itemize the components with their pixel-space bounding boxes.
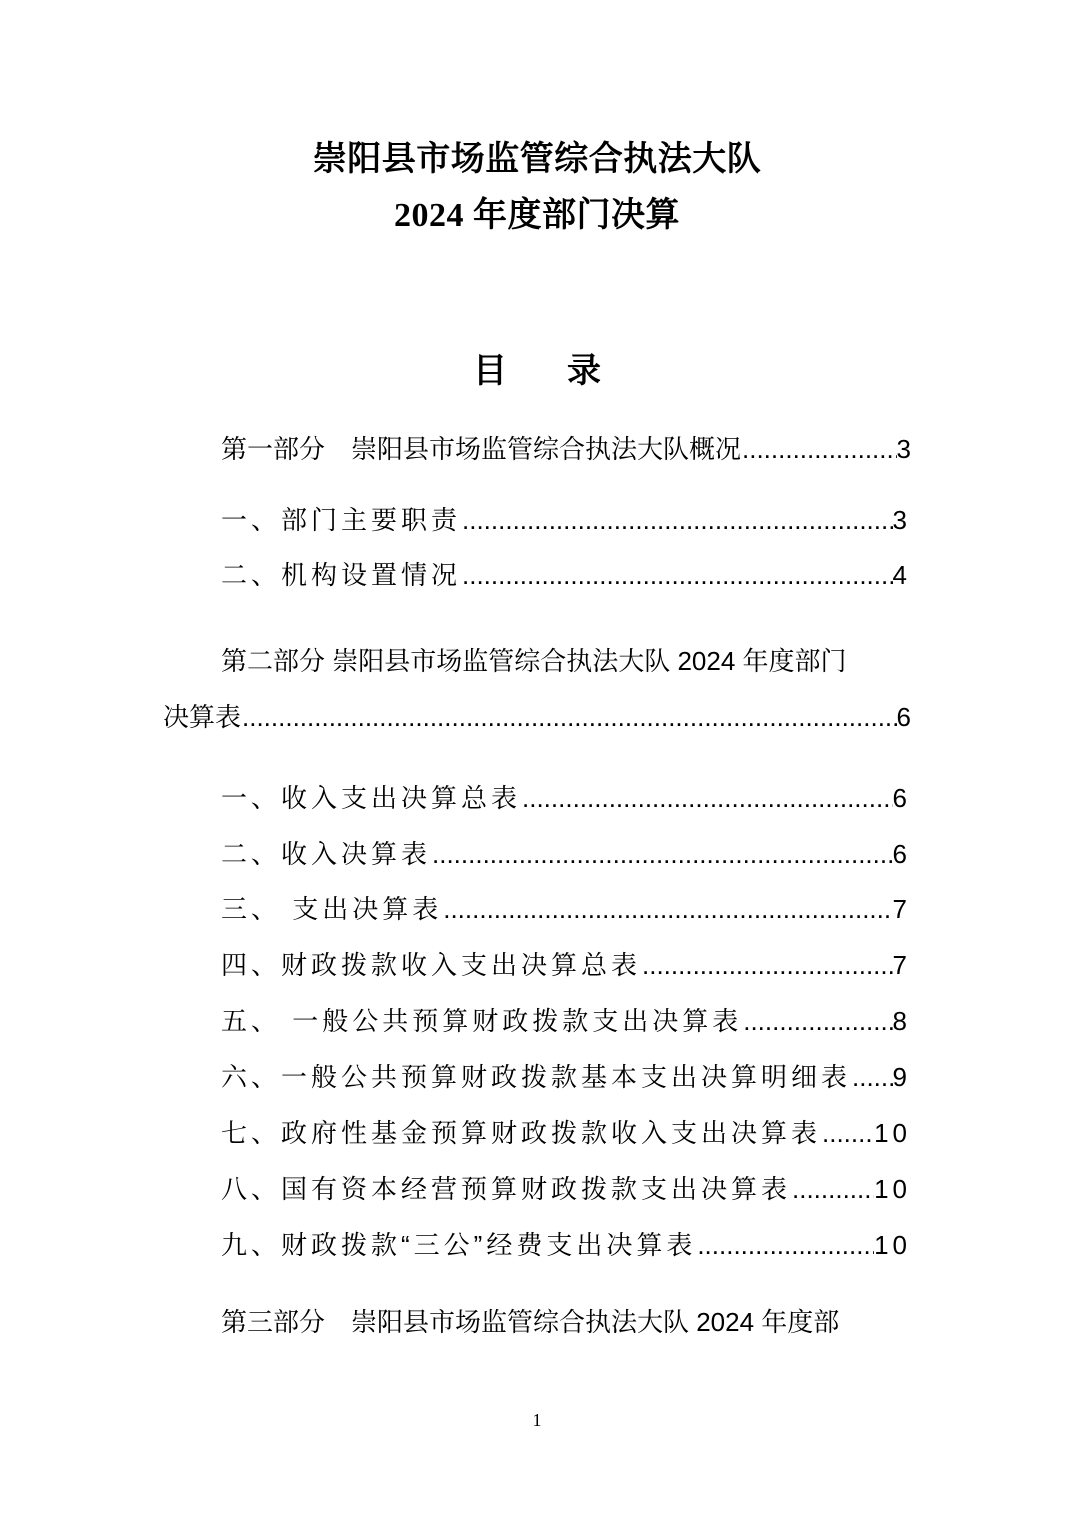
toc-leader-dots [696,1227,874,1263]
toc-item-page: 10 [874,1174,911,1204]
toc-item-label: 一、部门主要职责 [221,505,462,535]
toc-item[interactable] [221,891,911,927]
toc-leader-dots [241,699,897,735]
toc-item-label: 七、政府性基金预算财政拨款收入支出决算表 [221,1118,822,1148]
toc-leader-dots [442,891,892,927]
toc-item-page: 6 [892,783,911,813]
toc-part2[interactable] [163,699,911,735]
toc-part2-line1[interactable]: 第二部分 崇阳县市场监管综合执法大队 2024 年度部门 [221,646,847,676]
toc-item-page: 7 [892,950,911,980]
toc-item-page: 8 [892,1006,911,1036]
toc-leader-dots [821,1115,874,1151]
toc-leader-dots [742,1003,892,1039]
toc-item-page: 7 [892,894,911,924]
toc-leader-dots [521,780,893,816]
toc-item[interactable] [221,1003,911,1039]
toc-item[interactable] [221,1059,911,1095]
toc-item-page: 3 [892,505,911,535]
toc-item-label: 五、 一般公共预算财政拨款支出决算表 [221,1006,743,1036]
toc-item-label: 三、 支出决算表 [221,894,443,924]
toc-item-label: 四、财政拨款收入支出决算总表 [221,950,642,980]
toc-item[interactable] [221,1115,911,1151]
toc-item-label: 一、收入支出决算总表 [221,783,522,813]
toc-leader-dots [431,836,893,872]
toc-leader-dots [851,1059,893,1095]
document-title-line1: 崇阳县市场监管综合执法大队 [312,141,762,178]
toc-part2-page: 6 [896,702,911,732]
toc-part1[interactable] [221,431,911,467]
toc-item[interactable] [221,1171,911,1207]
toc-item-label: 二、收入决算表 [221,839,432,869]
toc-item[interactable] [221,1227,911,1263]
toc-item-label: 八、国有资本经营预算财政拨款支出决算表 [221,1174,792,1204]
toc-item-page: 10 [874,1230,911,1260]
toc-item[interactable] [221,557,911,593]
toc-leader-dots [741,431,897,467]
toc-leader-dots [791,1171,874,1207]
toc-item-label: 六、一般公共预算财政拨款基本支出决算明细表 [221,1062,852,1092]
toc-part1-page: 3 [896,434,911,464]
document-title-line2: 2024 年度部门决算 [394,197,680,234]
page-number: 1 [532,1410,542,1430]
toc-part1-label: 第一部分 崇阳县市场监管综合执法大队概况 [221,434,742,464]
toc-item-label: 二、机构设置情况 [221,560,462,590]
toc-heading: 目录 [473,353,661,390]
toc-item-label: 九、财政拨款“三公”经费支出决算表 [221,1230,697,1260]
toc-item[interactable] [221,502,911,538]
toc-leader-dots [461,557,893,593]
toc-item-page: 6 [892,839,911,869]
toc-leader-dots [641,947,893,983]
toc-item-page: 4 [892,560,911,590]
toc-leader-dots [461,502,893,538]
toc-item[interactable] [221,947,911,983]
toc-part2-label: 决算表 [163,702,242,732]
toc-item[interactable] [221,836,911,872]
toc-item[interactable] [221,780,911,816]
toc-item-page: 10 [874,1118,911,1148]
toc-part3-line1[interactable]: 第三部分 崇阳县市场监管综合执法大队 2024 年度部 [221,1307,840,1337]
toc-item-page: 9 [892,1062,911,1092]
